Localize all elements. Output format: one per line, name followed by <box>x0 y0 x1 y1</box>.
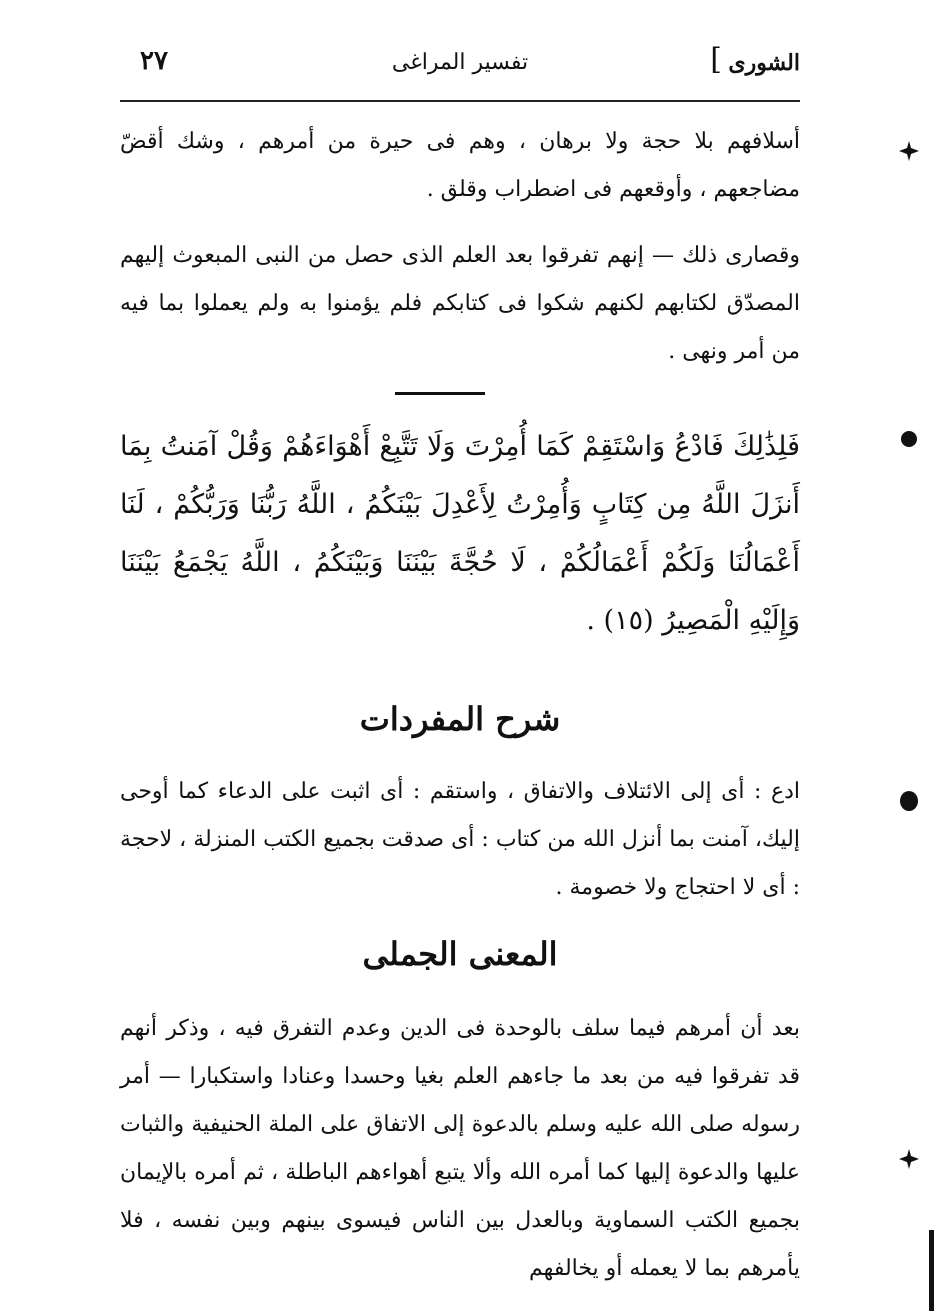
paragraph-text: أسلافهم بلا حجة ولا برهان ، وهم فى حيرة من أمرهم ، وشك أقضّ مضاجعهم ، وأوقعهم فى اضطراب وقلق . <box>120 129 800 202</box>
paragraph-2 <box>120 232 800 376</box>
section-heading-vocabulary: شرح المفردات <box>359 700 561 738</box>
section-heading-general-meaning: المعنى الجملى <box>362 935 558 973</box>
book-title: تفسير المراغى <box>391 50 529 75</box>
margin-mark-icon <box>898 140 920 162</box>
page-header <box>120 40 800 90</box>
paragraph-text: وقصارى ذلك — إنهم تفرقوا بعد العلم الذى حصل من النبى المبعوث إليهم المصدّق لكتابهم لكنهم شكوا فى كتابكم فلم يؤمنوا به ولم يعملوا بما فيه من أمر ونهى . <box>120 243 800 364</box>
sura-name: الشورى <box>728 50 800 76</box>
section-divider <box>395 392 485 395</box>
paragraph-text: بعد أن أمرهم فيما سلف بالوحدة فى الدين وعدم التفرق فيه ، وذكر أنهم قد تفرقوا فيه من بعد ما جاءهم العلم بغيا وحسدا وعنادا واستكبارا — أمر رسوله صلى الله عليه وسلم بالدعوة إلى الاتفاق على الملة الحنيفية والثبات عليها والدعوة إليها كما أمره الله وألا يتبع أهواءهم الباطلة ، ثم أمره بالإيمان بجميع الكتب السماوية وبالعدل بين الناس فيسوى بينهم وبين نفسه ، فلا يأمرهم بما لا يعمله أو يخالفهم <box>120 1016 800 1281</box>
margin-mark-icon <box>898 1148 920 1170</box>
header-rule <box>120 100 800 102</box>
page-edge-bar <box>929 1230 934 1311</box>
margin-mark-icon <box>898 790 920 812</box>
general-meaning-paragraph <box>120 1005 800 1293</box>
paragraph-text: ادع : أى إلى الائتلاف والاتفاق ، واستقم : أى اثبت على الدعاء كما أوحى إليك، آمنت بما أنزل الله من كتاب : أى صدقت بجميع الكتب المنزلة ، لاحجة : أى لا احتجاج ولا خصومة . <box>120 779 800 900</box>
page-number: ٢٧ <box>140 46 168 76</box>
margin-mark-icon <box>898 428 920 450</box>
header-bracket: ] <box>710 42 722 77</box>
paragraph-1 <box>120 118 800 214</box>
quran-verse <box>120 418 800 650</box>
verse-text: فَلِذَٰلِكَ فَادْعُ وَاسْتَقِمْ كَمَا أُمِرْتَ وَلَا تَتَّبِعْ أَهْوَاءَهُمْ وَقُلْ آمَنتُ بِمَا أَنزَلَ اللَّهُ مِن كِتَابٍ وَأُمِرْتُ لِأَعْدِلَ بَيْنَكُمُ ، اللَّهُ رَبُّنَا وَرَبُّكُمْ ، لَنَا أَعْمَالُنَا وَلَكُمْ أَعْمَالُكُمْ ، لَا حُجَّةَ بَيْنَنَا وَبَيْنَكُمُ ، اللَّهُ يَجْمَعُ بَيْنَنَا وَإِلَيْهِ الْمَصِيرُ (١٥) . <box>120 431 800 636</box>
vocabulary-paragraph <box>120 768 800 912</box>
